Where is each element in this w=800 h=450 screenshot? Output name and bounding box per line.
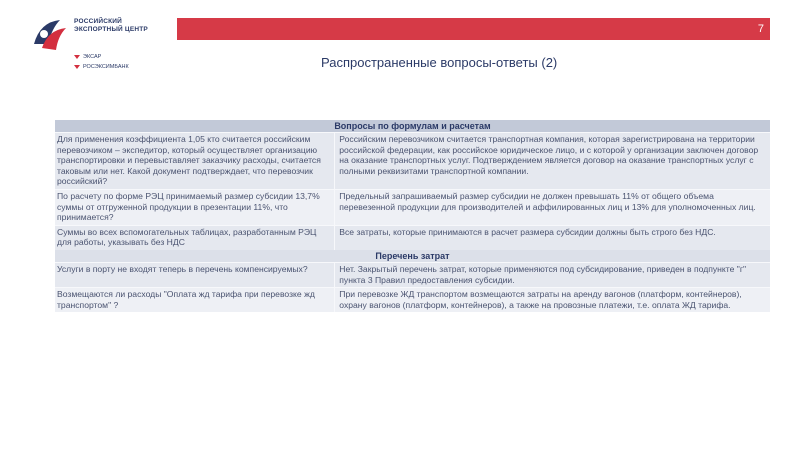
logo-title: РОССИЙСКИЙ ЭКСПОРТНЫЙ ЦЕНТР	[74, 18, 148, 33]
answer-cell: Предельный запрашиваемый размер субсидии не должен превышать 11% от общего объема перевезенной продукции для производителей и аффилированных лиц и 13% для уполномоченных лиц.	[334, 190, 770, 225]
table-row	[55, 132, 770, 189]
question-cell: По расчету по форме РЭЦ принимаемый размер субсидии 13,7% суммы от отгруженной продукции в презентации 11%, что принимается?	[57, 190, 320, 223]
answer-cell: Нет. Закрытый перечень затрат, которые применяются под субсидирование, приведен в подпункте "г" пункта 3 Правил предоставления субсидии.	[334, 263, 770, 287]
answer-cell: Российским перевозчиком считается транспортная компания, которая зарегистрирована на территории российской федерации, как российское юридическое лицо, и с которой у организации заключен договор на оказание транспортных услуг. Подтверждением является договор на оказание транспортных услуг с полными реквизитами транспортной компании.	[334, 133, 770, 189]
logo-sub-roseximbank	[74, 64, 129, 70]
question-cell: Услуги в порту не входят теперь в перечень компенсируемых?	[57, 263, 308, 274]
question-cell: Возмещаются ли расходы "Оплата жд тарифа при перевозке жд транспортом" ?	[57, 289, 315, 310]
question-cell: Для применения коэффициента 1,05 кто считается российским перевозчиком – экспедитор, который осуществляет организацию транспортировки и перевыставляет заказчику расходы, считается таковым или нет. Какой документ подтверждает, что перевозчик российский?	[57, 134, 321, 187]
faq-table	[55, 120, 770, 312]
logo-mark-icon	[30, 14, 70, 54]
answer-cell: При перевозке ЖД транспортом возмещаются затраты на аренду вагонов (платформ, контейнеров), охрану вагонов (платформ, контейнеров), а также на провозные платежи, т.е. оплата ЖД тарифа.	[334, 288, 770, 312]
page-title: Распространенные вопросы-ответы (2)	[321, 55, 558, 70]
header-bar	[177, 18, 770, 40]
triangle-icon	[74, 55, 80, 59]
logo-sub-exar	[74, 54, 101, 60]
section-header-costs: Перечень затрат	[55, 250, 770, 262]
table-row	[55, 189, 770, 225]
table-row	[55, 225, 770, 250]
question-cell: Суммы во всех вспомогательных таблицах, разработанным РЭЦ для работы, указывать без НДС	[57, 226, 317, 248]
triangle-icon	[74, 65, 80, 69]
company-logo	[30, 14, 160, 74]
section-header-formulas: Вопросы по формулам и расчетам	[55, 120, 770, 132]
logo-sub-exar-label: ЭКСАР	[83, 54, 102, 60]
page-number: 7	[757, 23, 764, 35]
table-row	[55, 262, 770, 287]
table-row	[55, 287, 770, 312]
answer-cell: Все затраты, которые принимаются в расчет размера субсидии должны быть строго без НДС.	[334, 226, 770, 250]
logo-sub-roseximbank-label: РОСЭКСИМБАНК	[83, 64, 129, 70]
